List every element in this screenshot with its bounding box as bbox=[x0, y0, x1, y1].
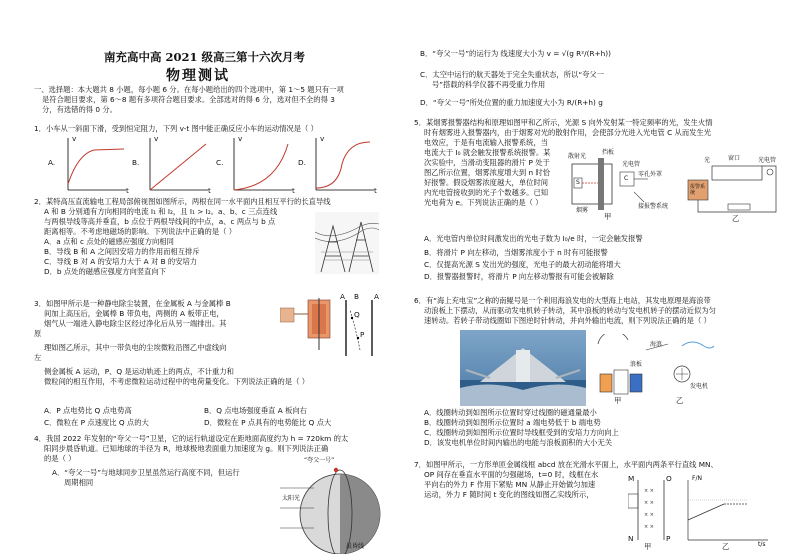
q5-label-alarm: 接报警系统 bbox=[638, 203, 669, 210]
q7-figures bbox=[628, 474, 778, 554]
q2-line: 2．某特高压直流输电工程局部俯视图如图所示，两根在同一水平面内且相互平行的长直导线 bbox=[34, 197, 331, 206]
section-intro bbox=[34, 85, 344, 115]
q7-line: 平向右的外力 F 作用下紧贴 MN 从静止开始做匀加速 bbox=[424, 480, 596, 489]
q5b-label-alarm: 报警系统 bbox=[690, 184, 706, 196]
q5b-label-tube: 光电管 bbox=[758, 157, 777, 164]
axis-label-v: v bbox=[154, 134, 159, 143]
q1-option-d: D. bbox=[298, 158, 306, 167]
q7-line: 7．如图甲所示，一方形单匝金属线框 abcd 放在光滑水平面上，水平面内两条平行直线 MN、 bbox=[414, 460, 718, 469]
exam-title: 南充高中高 2021 级高三第十六次月考 bbox=[104, 50, 306, 64]
q5b-label-light: 光 bbox=[704, 157, 711, 164]
q5-label-tube: 光电管 bbox=[622, 161, 641, 168]
q5-line: 时有烟雾进入报警器内，由于烟雾对光的散射作用，会使部分光进入光电管 C 从而发生光 bbox=[424, 128, 712, 137]
graph-a bbox=[68, 138, 126, 190]
q5-line: 图乙所示位置，烟雾浓度增大到 n 时恰 bbox=[424, 168, 551, 177]
q3-line: 烟气从一端进入静电除尘区经过净化后从另一端排出。其 bbox=[44, 319, 227, 328]
q7-label-fn: F/N bbox=[692, 475, 702, 482]
q4-option-d: D．“夸父一号”所处位置的重力加速度大小为 R/(R+h) g bbox=[420, 98, 603, 107]
intro-line: 是符合题目要求，第 6～8 题有多项符合题目要求。全部选对的得 6 分，选对但不全的得 3 bbox=[42, 95, 335, 104]
q2-line: A 和 B 分别通有方向相同的电流 I₁ 和 I₂，且 I₁ > I₂。a、b、c 三点连线 bbox=[44, 207, 278, 216]
q3-line: 微粒间的相互作用，不考虑微粒运动过程中的电荷量变化。下列说法正确的是（ ） bbox=[44, 377, 310, 386]
q3-figure bbox=[280, 294, 380, 360]
q4-option-c-block bbox=[420, 70, 604, 90]
q5-line: 好报警。假设烟雾浓度越大，单位时间 bbox=[424, 178, 549, 187]
q4-line: 阳同步晨昏轨道。已知地球的半径为 R，地球极地表面重力加速度为 g。则下列说法正确 bbox=[44, 444, 329, 453]
axis-label-t: t bbox=[374, 186, 377, 195]
q5-line: 内光电管接收到的光子个数越多。已知 bbox=[424, 188, 549, 197]
intro-line: 分，有选错的得 0 分。 bbox=[42, 105, 117, 114]
q7-label-n: N bbox=[628, 534, 634, 543]
q5-option-c: C．仅提高光源 S 发出光的强度，光电子的最大初动能将增大 bbox=[424, 260, 621, 269]
q3-option-c: C．微粒在 P 点速度比 Q 点的大 bbox=[44, 418, 149, 427]
q2-block bbox=[34, 197, 331, 277]
q3-line: 理如图乙所示，其中一带负电的尘埃微粒沿图乙中虚线向 bbox=[44, 343, 227, 352]
q4-label-terminator: 晨昏线 bbox=[346, 543, 365, 550]
q6-option-d: D．该发电机单位时间内输出的电能与浪板面积的大小无关 bbox=[424, 438, 613, 447]
svg-text:× ×: × × bbox=[644, 512, 654, 518]
q3-label-b: B bbox=[354, 292, 360, 301]
axis-label-t: t bbox=[208, 186, 211, 195]
q3-option-a: A．P 点电势比 Q 点电势高 bbox=[44, 406, 132, 415]
q3-line: 原 bbox=[34, 329, 42, 338]
q4-orbit-figure bbox=[280, 458, 384, 554]
q3-line: 左 bbox=[34, 353, 42, 362]
q1-graphs bbox=[40, 134, 380, 196]
q5-line: 5．某烟雾报警器结构和原理如图甲和乙所示，光源 S 向外发射某一特定频率的光，发生火情 bbox=[414, 118, 713, 127]
q5-option-b: B．将滑片 P 向左移动，当烟雾浓度小于 n 时有可能报警 bbox=[424, 248, 608, 257]
q6-option-a: A．线圈转动到如图所示位置时穿过线圈的磁通量最小 bbox=[424, 408, 597, 417]
q4-line: 4．我国 2022 年发射的“夸父一号”卫星，它的运行轨道设定在距地面高度约为 h = 720km 的太 bbox=[34, 434, 349, 443]
q7-label-ts: t/s bbox=[758, 541, 766, 548]
axis-label-v: v bbox=[238, 134, 243, 143]
q2-option-b: B．导线 B 和 A 之间因安培力的作用而相互排斥 bbox=[44, 247, 200, 256]
q1-option-c: C. bbox=[216, 158, 224, 167]
q3-line: 侧金属板 A 运动，P、Q 是运动轨迹上的两点，不计重力和 bbox=[44, 367, 234, 376]
q4-option-c: C．太空中运行的航天器处于完全失重状态，所以“夸父一 bbox=[420, 70, 604, 79]
q2-option-c: C．导线 B 对 A 的安培力大于 A 对 B 的安培力 bbox=[44, 257, 198, 266]
q6-line: 动浪板上下摆动，从而驱动发电机转子转动，其中浪板的转动与发电机转子的摆动近似为匀 bbox=[424, 306, 716, 315]
q1-stem: 1．小车从一斜面下滑，受到恒定阻力，下列 v-t 图中能正确反应小车的运动情况是（ ） bbox=[34, 124, 318, 133]
q3-option-d: D．微粒在 P 点具有的电势能比 Q 点大 bbox=[204, 418, 332, 427]
q4-label-sunlight: 太阳光 bbox=[282, 495, 301, 502]
q3-label-p: P bbox=[360, 330, 365, 339]
q4-option-a: A．“夸父一号”与地球同步卫星虽然运行高度不同，但运行 bbox=[52, 468, 240, 477]
q3-label-a: A bbox=[340, 292, 345, 301]
q5-line: 光电荷为 e。下列说法正确的是（ ） bbox=[424, 198, 543, 207]
q1-option-a: A. bbox=[48, 158, 56, 167]
q3-line: 3．如图甲所示是一种静电除尘装置，在金属板 A 与金属棒 B bbox=[34, 299, 231, 308]
svg-text:× ×: × × bbox=[644, 524, 654, 530]
q7-label-m: M bbox=[628, 474, 635, 483]
q3-block bbox=[34, 299, 309, 387]
q4-option-c-cont: 号”搭载的科学仪器不再受重力作用 bbox=[432, 80, 546, 89]
q6-label-generator: 发电机 bbox=[690, 383, 709, 390]
q4-line: 的是（ ） bbox=[44, 454, 76, 463]
graph-d bbox=[316, 138, 374, 190]
q2-line: 距离相等。不考虑地磁场的影响。下列说法中正确的是（ ） bbox=[44, 227, 237, 236]
q4-option-b: B．“夸父一号”的运行为 线速度大小为 v = √(g R²/(R+h)) bbox=[420, 49, 611, 58]
q1-option-b: B. bbox=[132, 158, 140, 167]
q6-label-board: 浪板 bbox=[630, 361, 643, 368]
axis-label-t: t bbox=[126, 186, 129, 195]
q5-option-d: D．报警器报警时，将滑片 P 向左移动警报有可能会被解除 bbox=[424, 272, 614, 281]
q5-options bbox=[424, 234, 643, 282]
q3-option-b: B．Q 点电场强度垂直 A 板向右 bbox=[204, 406, 307, 415]
q5-label-baffle: 挡板 bbox=[602, 149, 615, 156]
q3-line: 间加上高压后，金属棒 B 带负电，两侧的 A 板带正电， bbox=[44, 309, 224, 318]
q7-label-o: O bbox=[666, 474, 672, 483]
q6-block bbox=[414, 296, 716, 326]
q6-ship-photo bbox=[460, 330, 586, 406]
graph-b bbox=[150, 138, 208, 190]
q6-line: 速转动。若转子带动线圈如下图逆时针转动，并向外输出电流，则下列说法正确的是（ ） bbox=[424, 316, 711, 325]
q6-options bbox=[424, 408, 619, 448]
q5-label-scatter: 散射光 bbox=[568, 153, 587, 160]
svg-text:× ×: × × bbox=[644, 500, 654, 506]
axis-label-t: t bbox=[292, 186, 295, 195]
q5-line: 次实验中，当滑动变阻器的滑片 P 处于 bbox=[424, 158, 550, 167]
q6-label-wave: 海浪 bbox=[650, 341, 663, 348]
q5-label-s: S bbox=[576, 179, 580, 186]
q4-label-kuafu: “夸父一号” bbox=[304, 457, 335, 464]
q5-label-jia: 甲 bbox=[604, 212, 612, 221]
q5-option-a: A．光电管内单位时间激发出的光电子数为 I₀/e 时，一定会触发报警 bbox=[424, 234, 643, 243]
q3-label-a2: A bbox=[374, 292, 379, 301]
axis-label-v: v bbox=[320, 134, 325, 143]
q4-option-a-cont: 周期相同 bbox=[64, 478, 94, 487]
q7-label-yi: 乙 bbox=[722, 542, 730, 551]
q2-tower-figure bbox=[315, 212, 379, 274]
q7-line: OP 间存在垂直水平面的匀强磁场，t=0 时，线框在水 bbox=[424, 470, 599, 479]
q7-line: 运动，外力 F 随时间 t 变化的图线如图乙实线所示， bbox=[424, 490, 594, 499]
svg-text:× ×: × × bbox=[644, 488, 654, 494]
q6-option-c: C．线圈转动到如图所示位置时导线框受到的安培力方向向上 bbox=[424, 428, 619, 437]
q2-option-d: D．b 点处的磁感应强度方向竖直向下 bbox=[44, 267, 167, 276]
q6-generator-figure bbox=[596, 334, 716, 406]
q6-line: 6．有“海上充电宝”之称的南鲲号是一个利用海浪发电的大型海上电站，其发电原理是海浪带 bbox=[414, 296, 711, 305]
q5-figure-a bbox=[568, 150, 680, 224]
axis-label-v: v bbox=[72, 134, 77, 143]
subject-title: 物理测试 bbox=[166, 68, 230, 84]
q5b-label-yi: 乙 bbox=[732, 214, 740, 223]
q7-label-jia: 甲 bbox=[644, 542, 652, 551]
q5b-label-window: 窗口 bbox=[728, 155, 741, 162]
q6-label-jia: 甲 bbox=[614, 396, 622, 405]
q6-option-b: B．线圈转动到如图所示位置时 a 端电势低于 b 端电势 bbox=[424, 418, 601, 427]
q5-figure-b bbox=[684, 150, 784, 226]
q2-line: 与两根导线等高并垂直，b 点位于两根导线间的中点，a、c 两点与 b 点 bbox=[44, 217, 276, 226]
q5-line: 电效应，于是有电流输入报警系统，当 bbox=[424, 138, 549, 147]
q5-label-c: C bbox=[624, 175, 629, 182]
intro-line: 一、选择题：本大题共 8 小题，每小题 6 分。在每小题给出的四个选项中，第 1～5 题只有一项 bbox=[34, 85, 344, 94]
q5-label-smoke: 烟雾 bbox=[576, 207, 589, 214]
q6-label-yi: 乙 bbox=[676, 396, 684, 405]
graph-c bbox=[234, 138, 292, 190]
q5-line: 电流大于 I₀ 就会触发报警系统报警。某 bbox=[424, 148, 551, 157]
q7-label-p: P bbox=[666, 534, 671, 543]
q2-option-a: A．a 点和 c 点处的磁感应强度方向相同 bbox=[44, 237, 174, 246]
q3-label-q: Q bbox=[354, 310, 360, 319]
q5-label-cover: 零孔外罩 bbox=[638, 171, 663, 178]
